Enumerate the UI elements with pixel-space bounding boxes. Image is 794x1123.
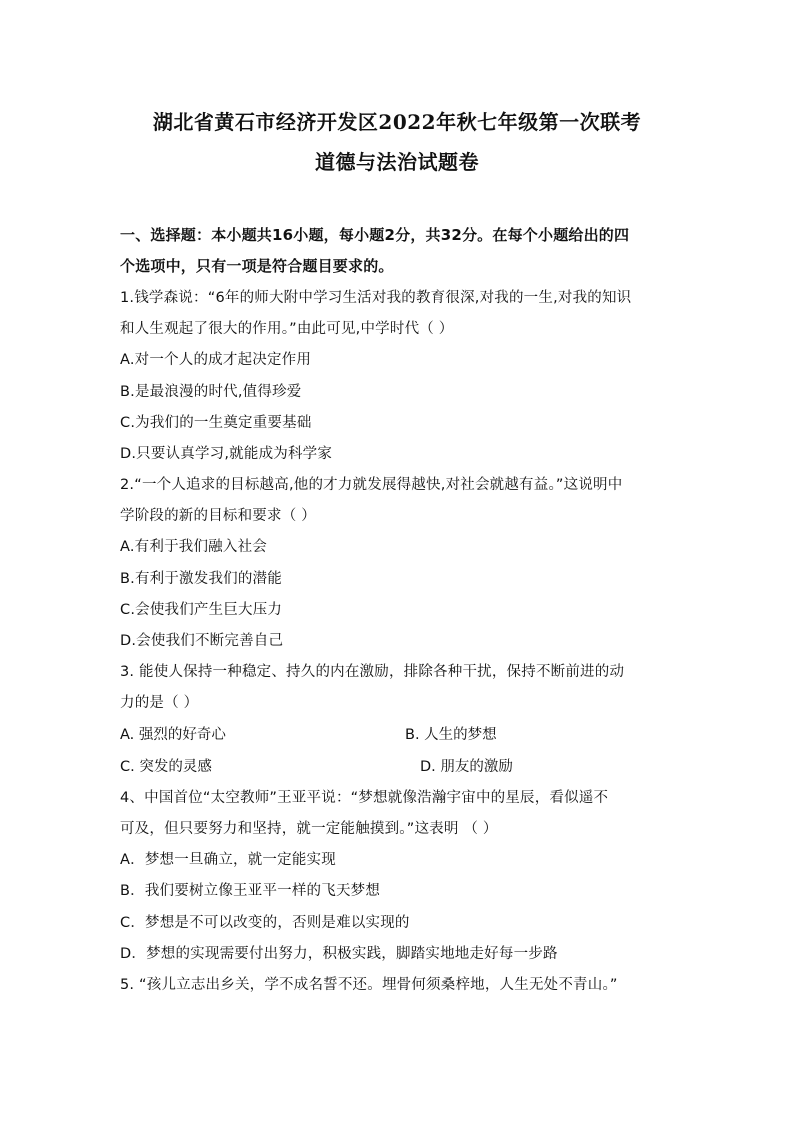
question-3-stem: 3. 能使人保持一种稳定、持久的内在激励，排除各种干扰，保持不断前进的动 [120, 664, 625, 680]
question-1-option-b: B.是最浪漫的时代,值得珍爱 [120, 384, 302, 400]
question-4-stem: 4、中国首位“太空教师”王亚平说：“梦想就像浩瀚宇宙中的星辰，看似遥不 [120, 790, 609, 806]
question-1-stem: 1.钱学森说：“6年的师大附中学习生活对我的教育很深,对我的一生,对我的知识 [120, 290, 632, 306]
question-3-option-b: B. 人生的梦想 [405, 727, 497, 743]
question-4-option-c: C．梦想是不可以改变的，否则是难以实现的 [120, 915, 410, 931]
question-5-stem: 5. “孩儿立志出乡关，学不成名誓不还。埋骨何须桑梓地，人生无处不青山。” [120, 977, 618, 993]
section-heading-cont: 个选项中，只有一项是符合题目要求的。 [120, 257, 394, 275]
question-4-stem-cont: 可及，但只要努力和坚持，就一定能触摸到。”这表明 （ ） [120, 821, 498, 837]
question-3-option-c: C. 突发的灵感 [120, 759, 212, 775]
question-4-option-d: D．梦想的实现需要付出努力，积极实践，脚踏实地地走好每一步路 [120, 946, 558, 962]
question-1-option-c: C.为我们的一生奠定重要基础 [120, 415, 312, 431]
question-2-stem-cont: 学阶段的新的目标和要求（ ） [120, 508, 316, 524]
question-1-stem-cont: 和人生观起了很大的作用。”由此可见,中学时代（ ） [120, 321, 454, 337]
exam-title: 湖北省黄石市经济开发区2022年秋七年级第一次联考 [152, 110, 642, 134]
section-heading: 一、选择题：本小题共16小题，每小题2分，共32分。在每个小题给出的四 [120, 226, 630, 244]
question-2-option-c: C.会使我们产生巨大压力 [120, 602, 283, 618]
question-4-option-b: B．我们要树立像王亚平一样的飞天梦想 [120, 883, 381, 899]
question-2-option-d: D.会使我们不断完善自己 [120, 633, 284, 649]
question-2-stem: 2.“一个人追求的目标越高,他的才力就发展得越快,对社会就越有益。”这说明中 [120, 477, 623, 493]
question-1-option-d: D.只要认真学习,就能成为科学家 [120, 446, 333, 462]
question-3-option-a: A. 强烈的好奇心 [120, 727, 226, 743]
question-3-stem-cont: 力的是（ ） [120, 695, 199, 711]
exam-subject-title: 道德与法治试题卷 [315, 150, 479, 174]
question-2-option-b: B.有利于激发我们的潜能 [120, 571, 282, 587]
question-1-option-a: A.对一个人的成才起决定作用 [120, 352, 312, 368]
question-3-option-d: D. 朋友的激励 [420, 759, 513, 775]
question-4-option-a: A．梦想一旦确立，就一定能实现 [120, 852, 336, 868]
question-2-option-a: A.有利于我们融入社会 [120, 539, 267, 555]
